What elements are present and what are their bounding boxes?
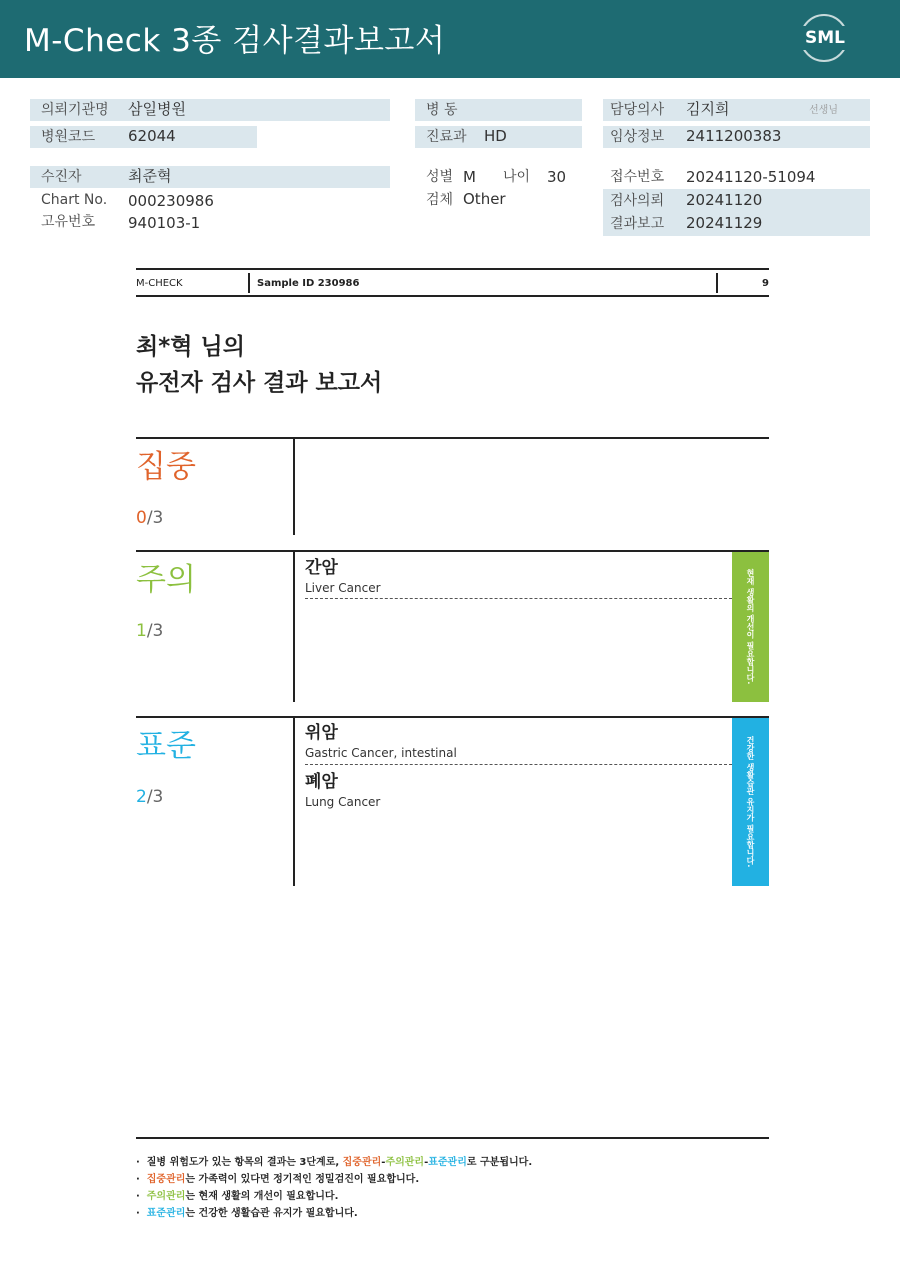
caution-section-rule <box>136 550 769 552</box>
footnote-line-2: · 집중관리는 가족력이 있다면 정기적인 정밀검진이 필요합니다. <box>136 1174 420 1185</box>
patient-value: 최준혁 <box>128 167 172 185</box>
chart-no-value: 000230986 <box>128 192 214 210</box>
standard-section-rule <box>136 716 769 718</box>
caution-side-text: 현재 생활의 개선이 필요합니다. <box>746 569 755 685</box>
doctor-suffix: 선생님 <box>809 105 838 116</box>
clinical-value: 2411200383 <box>686 127 782 145</box>
lung-cancer-subtitle: Lung Cancer <box>305 795 381 809</box>
caution-category-name: 주의 <box>136 562 196 598</box>
report-title-line2: 유전자 검사 결과 보고서 <box>136 370 383 396</box>
standard-category-name: 표준 <box>136 728 196 764</box>
meta-divider-1 <box>248 273 250 293</box>
patient-label: 수진자 <box>41 169 82 185</box>
hospital-code-label: 병원코드 <box>41 129 96 145</box>
focus-category-name: 집중 <box>136 449 196 485</box>
report-date-value: 20241129 <box>686 214 763 232</box>
unique-no-label: 고유번호 <box>41 214 96 230</box>
request-date-value: 20241120 <box>686 191 763 209</box>
sample-id: Sample ID 230986 <box>257 278 360 289</box>
specimen-label: 검체 <box>426 192 454 208</box>
gastric-cancer-divider <box>305 764 732 765</box>
clinical-label: 임상정보 <box>610 129 665 145</box>
report-title-line1: 최*혁 님의 <box>136 334 245 360</box>
footnote-line-1: · 질병 위험도가 있는 항목의 결과는 3단계로, 집중관리-주의관리-표준관리로 구분됩니다. <box>136 1157 533 1168</box>
chart-no-label: Chart No. <box>41 192 108 208</box>
reception-label: 접수번호 <box>610 169 665 185</box>
hospital-code-value: 62044 <box>128 127 176 145</box>
standard-section-divider <box>293 718 295 886</box>
caution-side-tab <box>732 552 769 702</box>
logo-text: SML <box>800 26 850 50</box>
gastric-cancer-title: 위암 <box>305 723 338 743</box>
page-number: 9 <box>762 278 769 289</box>
standard-category-count: 2/3 <box>136 787 164 807</box>
liver-cancer-divider <box>305 598 732 599</box>
focus-section-divider <box>293 439 295 535</box>
patient-bar <box>30 166 390 188</box>
report-meta-rule <box>136 295 769 297</box>
gastric-cancer-subtitle: Gastric Cancer, intestinal <box>305 746 457 760</box>
reception-value: 20241120-51094 <box>686 168 816 186</box>
doctor-label: 담당의사 <box>610 102 665 118</box>
caution-category-count: 1/3 <box>136 621 164 641</box>
doctor-value: 김지희 <box>686 100 730 118</box>
footnote-line-3: · 주의관리는 현재 생활의 개선이 필요합니다. <box>136 1191 339 1202</box>
liver-cancer-subtitle: Liver Cancer <box>305 581 381 595</box>
age-value: 30 <box>547 168 567 186</box>
report-top-rule <box>136 268 769 270</box>
focus-category-count: 0/3 <box>136 508 164 528</box>
product-name: M-CHECK <box>136 278 183 289</box>
institution-label: 의뢰기관명 <box>41 102 109 118</box>
standard-side-text: 건강한 생활습관 유지가 필요합니다. <box>746 736 755 868</box>
institution-value: 삼일병원 <box>128 100 186 118</box>
footnote-rule <box>136 1137 769 1139</box>
footnote-line-4: · 표준관리는 건강한 생활습관 유지가 필요합니다. <box>136 1208 358 1219</box>
report-header-title: M-Check 3종 검사결과보고서 <box>24 23 446 59</box>
specimen-value: Other <box>463 190 506 208</box>
meta-divider-2 <box>716 273 718 293</box>
unique-no-value: 940103-1 <box>128 214 201 232</box>
caution-section-divider <box>293 552 295 702</box>
sex-label: 성별 <box>426 169 454 185</box>
lung-cancer-title: 폐암 <box>305 772 338 792</box>
request-date-label: 검사의뢰 <box>610 193 665 209</box>
header-banner <box>0 0 900 78</box>
sml-logo <box>798 12 852 66</box>
age-label: 나이 <box>503 169 531 185</box>
ward-label: 병 동 <box>426 102 458 118</box>
sex-value: M <box>463 168 476 186</box>
department-value: HD <box>484 127 507 145</box>
liver-cancer-title: 간암 <box>305 558 338 578</box>
standard-side-tab <box>732 718 769 886</box>
report-date-label: 결과보고 <box>610 216 665 232</box>
focus-section-rule <box>136 437 769 439</box>
department-label: 진료과 <box>426 129 467 145</box>
